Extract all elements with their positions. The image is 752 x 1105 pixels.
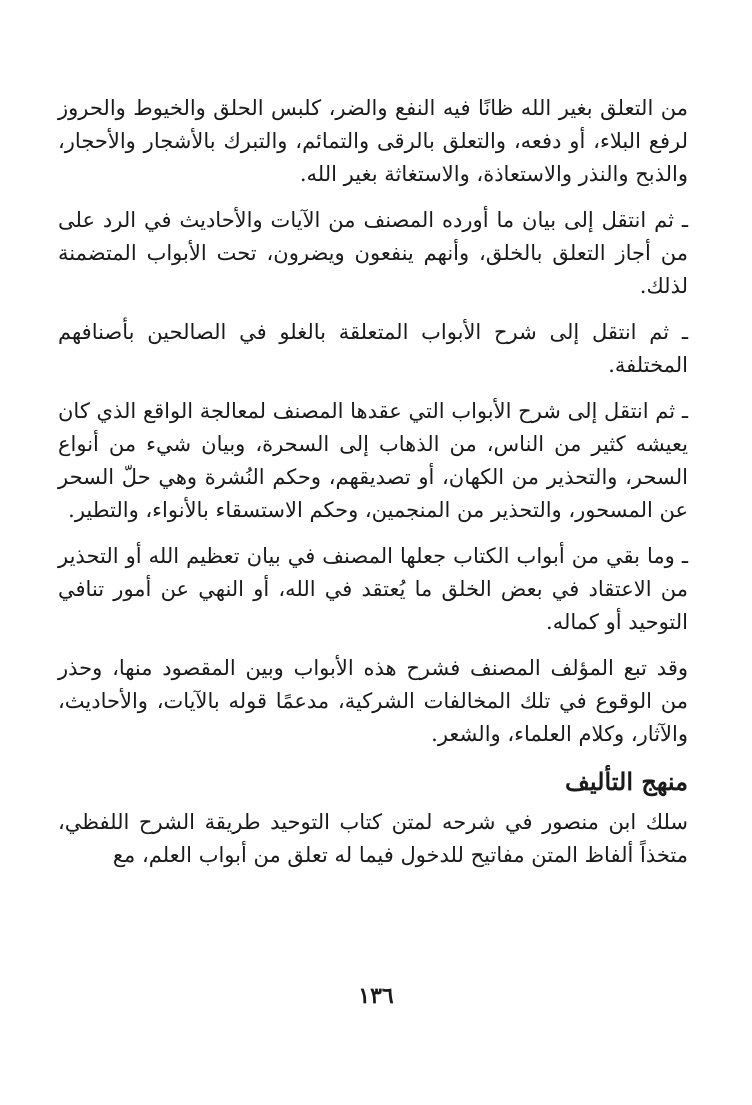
paragraph-3: ـ ثم انتقل إلى شرح الأبواب المتعلقة بالغلو في الصالحين بأصنافهم المختلفة. bbox=[58, 320, 688, 377]
section-heading: منهج التأليف bbox=[565, 767, 688, 796]
page-number: ١٣٦ bbox=[358, 983, 394, 1009]
paragraph-4: ـ ثم انتقل إلى شرح الأبواب التي عقدها المصنف لمعالجة الواقع الذي كان يعيشه كثير من الناس، من الذهاب إلى السحرة، وبيان شيء من أنواع السحر، والتحذير من الكهان، أو تصديقهم، وحكم النُشرة وهي حلّ السحر عن المسحور، والتحذير من المنجمين، وحكم الاستسقاء بالأنواء، والتطير. bbox=[58, 399, 688, 522]
section-paragraph: سلك ابن منصور في شرحه لمتن كتاب التوحيد طريقة الشرح اللفظي، متخذاً ألفاظ المتن مفاتيح للدخول فيما له تعلق من أبواب العلم، مع bbox=[58, 810, 688, 867]
paragraph-5: ـ وما بقي من أبواب الكتاب جعلها المصنف في بيان تعظيم الله أو التحذير من الاعتقاد في بعض الخلق ما يُعتقد في الله، أو النهي عن أمور تنافي التوحيد أو كماله. bbox=[58, 544, 688, 634]
paragraph-2: ـ ثم انتقل إلى بيان ما أورده المصنف من الآيات والأحاديث في الرد على من أجاز التعلق بالخلق، وأنهم ينفعون ويضرون، تحت الأبواب المتضمنة لذلك. bbox=[58, 208, 688, 298]
paragraph-6: وقد تبع المؤلف المصنف فشرح هذه الأبواب وبين المقصود منها، وحذر من الوقوع في تلك المخالفات الشركية، مدعمًا قوله بالآيات، والأحاديث، والآثار، وكلام العلماء، والشعر. bbox=[58, 656, 688, 746]
page-body bbox=[58, 92, 688, 885]
paragraph-1: من التعلق بغير الله ظانًا فيه النفع والضر، كلبس الحلق والخيوط والحروز لرفع البلاء، أو دفعه، والتعلق بالرقى والتمائم، والتبرك بالأشجار والأحجار، والذبح والنذر والاستعاذة، والاستغاثة بغير الله. bbox=[58, 96, 688, 186]
